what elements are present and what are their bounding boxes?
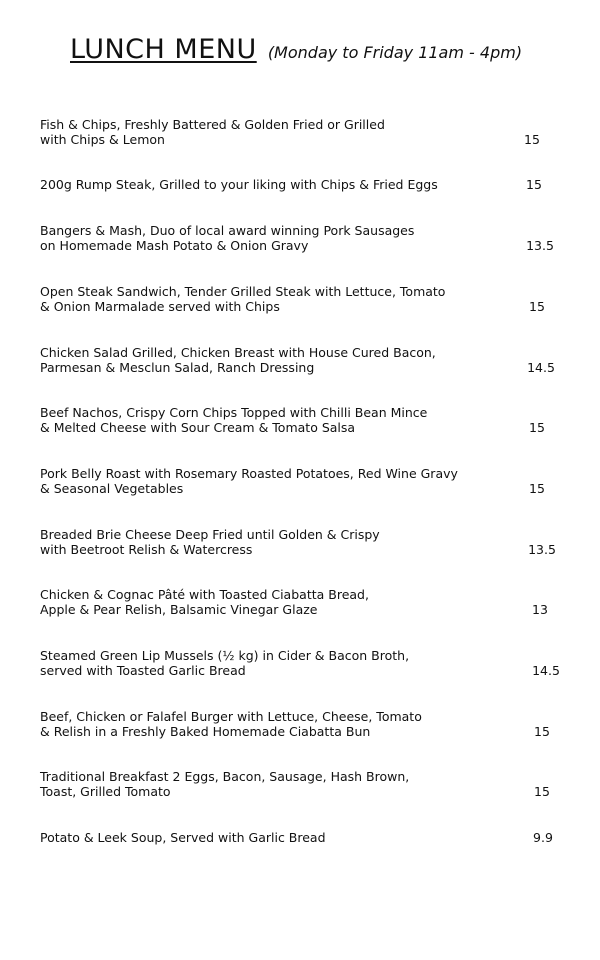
menu-item [40,709,580,739]
menu-item-price: 13 [532,602,548,617]
menu-item-price: 13.5 [526,238,554,253]
menu-item-description: Chicken & Cognac Pâté with Toasted Ciabatta Bread, [40,587,369,602]
menu-item-description: & Onion Marmalade served with Chips [40,299,280,314]
menu-item-description: Parmesan & Mesclun Salad, Ranch Dressing [40,360,315,375]
menu-item-price: 15 [534,784,550,799]
menu-item-description: & Melted Cheese with Sour Cream & Tomato Salsa [40,420,356,435]
menu-item-description: Breaded Brie Cheese Deep Fried until Golden & Crispy [40,527,380,542]
menu-item-price: 15 [534,724,550,739]
menu-item [40,648,580,678]
menu-item [40,117,580,147]
menu-item [40,527,580,557]
menu-item [40,345,580,375]
menu-item-description: 200g Rump Steak, Grilled to your liking with Chips & Fried Eggs [40,177,438,192]
menu-hours: (Monday to Friday 11am - 4pm) [267,43,523,62]
menu-item [40,405,580,435]
menu-item-description: Pork Belly Roast with Rosemary Roasted Potatoes, Red Wine Gravy [40,466,458,481]
menu-item [40,466,580,496]
menu-item [40,177,580,192]
menu-item [40,223,580,253]
menu-item-description: Beef, Chicken or Falafel Burger with Lettuce, Cheese, Tomato [40,709,422,724]
menu-item-price: 15 [526,177,542,192]
menu-item-price: 15 [524,132,540,147]
menu-item [40,769,580,799]
menu-item-price: 14.5 [527,360,555,375]
menu-item [40,587,580,617]
menu-item-price: 14.5 [532,663,560,678]
menu-item-description: Toast, Grilled Tomato [40,784,171,799]
menu-item-description: & Seasonal Vegetables [40,481,184,496]
menu-item-description: Potato & Leek Soup, Served with Garlic Bread [40,830,326,845]
menu-item-price: 15 [529,420,545,435]
menu-item-price: 15 [529,481,545,496]
menu-item [40,830,580,845]
menu-item-description: Open Steak Sandwich, Tender Grilled Steak with Lettuce, Tomato [40,284,446,299]
menu-title: LUNCH MENU [70,34,257,65]
menu-item-description: Bangers & Mash, Duo of local award winning Pork Sausages [40,223,415,238]
menu-item-description: & Relish in a Freshly Baked Homemade Ciabatta Bun [40,724,371,739]
menu-item-description: on Homemade Mash Potato & Onion Gravy [40,238,309,253]
menu-item-description: Fish & Chips, Freshly Battered & Golden Fried or Grilled [40,117,385,132]
menu-item-description: Apple & Pear Relish, Balsamic Vinegar Glaze [40,602,318,617]
menu-item-price: 13.5 [528,542,556,557]
menu-item-price: 15 [529,299,545,314]
menu-item-price: 9.9 [533,830,553,845]
menu-item-description: Steamed Green Lip Mussels (½ kg) in Cider & Bacon Broth, [40,648,410,663]
menu-item-description: Chicken Salad Grilled, Chicken Breast with House Cured Bacon, [40,345,436,360]
menu-item-description: Traditional Breakfast 2 Eggs, Bacon, Sausage, Hash Brown, [40,769,410,784]
menu-item [40,284,580,314]
menu-item-description: served with Toasted Garlic Bread [40,663,246,678]
menu-item-description: with Chips & Lemon [40,132,165,147]
menu-item-description: with Beetroot Relish & Watercress [40,542,253,557]
menu-item-description: Beef Nachos, Crispy Corn Chips Topped with Chilli Bean Mince [40,405,428,420]
